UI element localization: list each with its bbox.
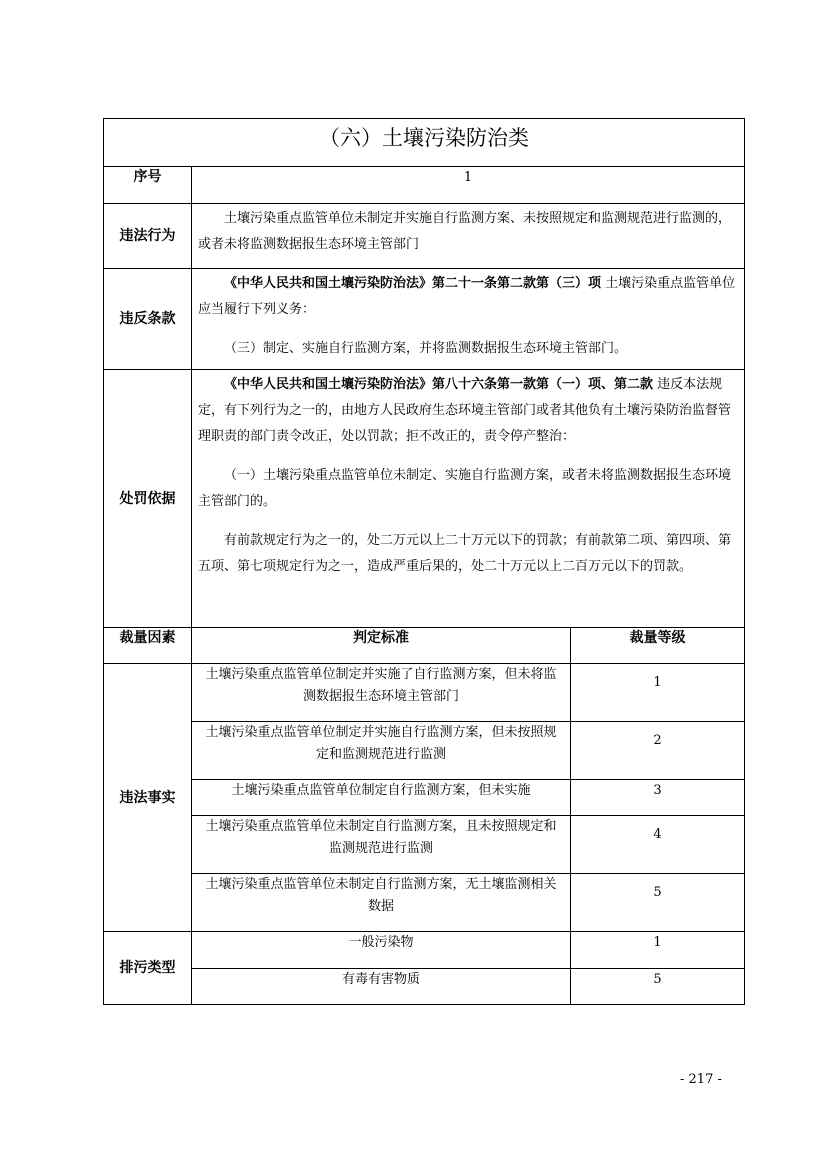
level-cell: 4 (571, 816, 745, 874)
penalty-basis-law-ref: 《中华人民共和国土壤污染防治法》第八十六条第一款第（一）项、第二款 (224, 377, 654, 392)
table-row (104, 932, 745, 969)
page-number: - 217 - (680, 1072, 722, 1087)
table-row (104, 874, 745, 932)
serial-label: 序号 (104, 167, 192, 204)
table-row (104, 816, 745, 874)
table-row (104, 780, 745, 816)
violated-clause-label: 违反条款 (104, 269, 192, 370)
level-cell: 2 (571, 722, 745, 780)
level-cell: 1 (571, 932, 745, 969)
criteria-cell: 土壤污染重点监管单位未制定自行监测方案，无土壤监测相关数据 (192, 874, 571, 932)
discharge-label: 排污类型 (104, 932, 192, 1005)
criteria-cell: 有毒有害物质 (192, 969, 571, 1005)
discretion-table (103, 118, 745, 1005)
violated-clause-law-ref: 《中华人民共和国土壤污染防治法》第二十一条第二款第（三）项 (224, 276, 602, 291)
violated-clause-text: 《中华人民共和国土壤污染防治法》第二十一条第二款第（三）项 土壤污染重点监管单位应当履行下列义务： (198, 276, 736, 317)
criteria-cell: 土壤污染重点监管单位未制定自行监测方案，且未按照规定和监测规范进行监测 (192, 816, 571, 874)
table-row (104, 722, 745, 780)
table-title: （六）土壤污染防治类 (104, 119, 745, 167)
criteria-cell: 一般污染物 (192, 932, 571, 969)
criteria-cell: 土壤污染重点监管单位制定自行监测方案，但未实施 (192, 780, 571, 816)
penalty-basis-fine: 有前款规定行为之一的，处二万元以上二十万元以下的罚款；有前款第二项、第四项、第五项、第七项规定行为之一，造成严重后果的，处二十万元以上二百万元以下的罚款。 (198, 533, 732, 574)
level-cell: 5 (571, 969, 745, 1005)
illegal-act-text: 土壤污染重点监管单位未制定并实施自行监测方案、未按照规定和监测规范进行监测的，或者未将监测数据报生态环境主管部门 (198, 211, 732, 252)
criteria-cell: 土壤污染重点监管单位制定并实施了自行监测方案，但未将监测数据报生态环境主管部门 (192, 664, 571, 722)
header-factor: 裁量因素 (104, 628, 192, 664)
level-cell: 5 (571, 874, 745, 932)
level-cell: 1 (571, 664, 745, 722)
serial-value: 1 (192, 167, 745, 204)
level-cell: 3 (571, 780, 745, 816)
header-criteria: 判定标准 (192, 628, 571, 664)
table-row (104, 969, 745, 1005)
criteria-cell: 土壤污染重点监管单位制定并实施自行监测方案，但未按照规定和监测规范进行监测 (192, 722, 571, 780)
penalty-basis-item: （一）土壤污染重点监管单位未制定、实施自行监测方案，或者未将监测数据报生态环境主管部门的。 (198, 468, 732, 509)
illegal-act-label: 违法行为 (104, 204, 192, 269)
header-level: 裁量等级 (571, 628, 745, 664)
facts-label: 违法事实 (104, 664, 192, 932)
penalty-basis-label: 处罚依据 (104, 370, 192, 628)
table-row (104, 664, 745, 722)
penalty-basis-text: 《中华人民共和国土壤污染防治法》第八十六条第一款第（一）项、第二款 违反本法规定，有下列行为之一的，由地方人民政府生态环境主管部门或者其他负有土壤污染防治监督管理职责的部门责令改正，处以罚款；拒不改正的，责令停产整治： (198, 377, 732, 444)
violated-clause-item: （三）制定、实施自行监测方案，并将监测数据报生态环境主管部门。 (224, 341, 628, 356)
